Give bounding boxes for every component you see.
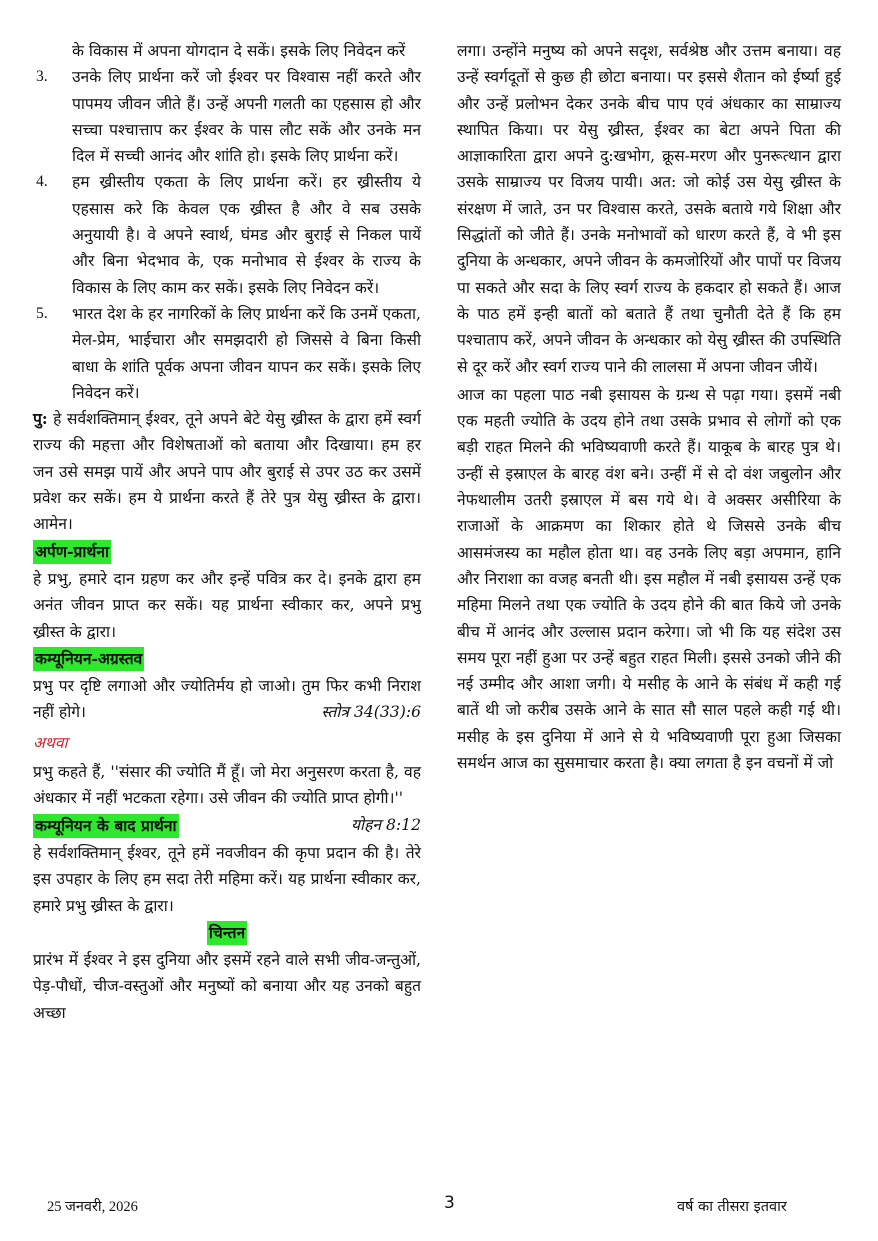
page-number: 3 (444, 1193, 455, 1213)
reflection-heading: चिन्तन (207, 921, 247, 945)
or-label: अथवा (33, 733, 68, 752)
communion-text: प्रभु पर दृष्टि लगाओ और ज्योतिर्मय हो जाओ। तुम फिर कभी निराश नहीं होगे। (33, 677, 421, 722)
item-text: भारत देश के हर नागरिकों के लिए प्रार्थना करें कि उनमें एकता, मेल-प्रेम, भाईचारा और समझदारी हो जिससे वे बिना किसी बाधा के शांति पूर्वक अपना जीवन यापन कर सकें। इसके लिए निवेदन करें। (72, 304, 421, 402)
intercession-item-4 (33, 169, 421, 300)
right-column (457, 38, 841, 776)
item-number: 4. (36, 173, 48, 191)
reflection-paragraph-2: आज का पहला पाठ नबी इसायस के ग्रन्थ से पढ़ा गया। इसमें नबी एक महती ज्योति के उदय होने तथा उसके प्रभाव से लोगों को एक बड़ी राहत मिलने की भविष्यवाणी करते हैं। याकूब के बारह पुत्र थे। उन्हीं से इस्राएल के बारह वंश बने। उन्हीं में से दो वंश जबुलोन और नेफथालीम उतरी इस्राएल में बस गये थे। वे अक्सर असीरिया के राजाओं के आक्रमण का शिकार होते थे जिससे उनके बीच आसमंजस्य का महौल होता था। वह उनके लिए बड़ा अपमान, हानि और निराशा का वजह बनती थी। इस महौल में नबी इसायस उन्हें एक महिमा मिलने तथा एक ज्योति के उदय होने की बात किये जो उनके बीच में आनंद और उल्लास प्रदान करेगा। जो भी कि यह संदेश उस समय पूरा नहीं हुआ पर उन्हें बहुत राहत मिली। इससे उनको जीने की नई उम्मीद और आशा जगी। ये मसीह के आने के संबंध में कही गई बातें थी जो करीब उसके आने के सात सौ साल पहले कही गई थी। मसीह के इस दुनिया में आने से ये भविष्यवाणी पूरा हुआ जिसका समर्थन आज का सुसमाचार करता है। क्या लगता है इन वचनों में जो (457, 385, 841, 773)
reflection-text: प्रारंभ में ईश्वर ने इस दुनिया और इसमें रहने वाले सभी जीव-जन्तुओं, पेड़-पौधों, चीज-वस्तुओं और मनुष्यों को बनाया और यह उनको बहुत अच्छा (33, 951, 421, 1022)
priest-label: पु: (33, 409, 48, 429)
communion-antiphon-heading: कम्यूनियन-अग्रस्तव (33, 647, 144, 671)
post-communion-text: हे सर्वशक्तिमान् ईश्वर, तूने हमें नवजीवन की कृपा प्रदान की है। तेरे इस उपहार के लिए हम सदा तेरी महिमा करें। यह प्रार्थना स्वीकार कर, हमारे प्रभु ख्रीस्त के द्वारा। (33, 843, 421, 915)
item-number: 5. (36, 304, 48, 322)
item-text: उनके लिए प्रार्थना करें जो ईश्वर पर विश्वास नहीं करते और पापमय जीवन जीते हैं। उन्हें अपनी गलती का एहसास हो और सच्चा पश्चात्ताप कर ईश्वर के पास लौट सकें और उनके मन दिल में सच्ची आनंद और शांति हो। इसके लिए प्रार्थना करें। (72, 68, 421, 166)
footer-title: वर्ष का तीसरा इतवार (677, 1199, 787, 1215)
reflection-paragraph-1: लगा। उन्होंने मनुष्य को अपने सदृश, सर्वश्रेष्ठ और उत्तम बनाया। वह उन्हें स्वर्गदूतों से कुछ ही छोटा बनाया। पर इससे शैतान को ईर्ष्या हुई और उन्हें प्रलोभन देकर उनके बीच पाप एवं अंधकार का साम्राज्य स्थापित किया। पर येसु ख्रीस्त, ईश्वर का बेटा अपने पिता की आज्ञाकारिता द्वारा अपने दु:खभोग, क्रूस-मरण और पुनरूत्थान द्वारा उसके साम्राज्य पर विजय पायी। अत: जो कोई उस येसु ख्रीस्त के संरक्षण में जाते, उन पर विश्वास करते, उसके बताये गये शिक्षा और सिद्धांतों को जीते हैं। उनके मनोभावों को धारण करते हैं, वे भी इस दुनिया के अन्धकार, अपने जीवन के कमजोरियों और पापों पर विजय पा सकते और सदा के लिए स्वर्ग राज्य के हकदार हो सकते हैं। आज के पाठ हमें इन्ही बातों को बताते हैं तथा चुनौती देते हैं कि हम पश्चाताप करें, अपने जीवन के अन्धकार को येसु ख्रीस्त की उपस्थिति से दूर करें और स्वर्ग राज्य पाने की लालसा में अपना जीवन जीयें। (457, 42, 841, 376)
priest-prayer (33, 406, 421, 537)
intercession-item-5 (33, 301, 421, 406)
intercession-item-3 (33, 64, 421, 169)
alternate-text: प्रभु कहते हैं, ''संसार की ज्योति मैं हूँ। जो मेरा अनुसरण करता है, वह अंधकार में नहीं भटकता रहेगा। उसे जीवन की ज्योति प्राप्त होगी।'' (33, 763, 421, 808)
communion-antiphon (33, 673, 421, 726)
intro-paragraph: के विकास में अपना योगदान दे सकें। इसके लिए निवेदन करें (72, 42, 406, 60)
priest-prayer-text: हे सर्वशक्तिमान् ईश्वर, तूने अपने बेटे येसु ख्रीस्त के द्वारा हमें स्वर्ग राज्य की महत्ता और विशेषताओं को बताया और दिखाया। हम हर जन उसे समझ पायें और अपने पाप और बुराई से उपर उठ कर उसमें प्रवेश कर सकें। हम ये प्रार्थना करते हैं तेरे पुत्र येसु ख्रीस्त के द्वारा। आमेन। (33, 410, 421, 534)
left-column (33, 38, 421, 1026)
item-number: 3. (36, 68, 48, 86)
offering-text: हे प्रभु, हमारे दान ग्रहण कर और इन्हें पवित्र कर दे। इनके द्वारा हम अनंत जीवन प्राप्त कर सकें। यह प्रार्थना स्वीकार कर, अपने प्रभु ख्रीस्त के द्वारा। (33, 569, 421, 641)
offering-heading: अर्पण-प्रार्थना (33, 540, 111, 564)
post-communion-heading: कम्यूनियन के बाद प्रार्थना (33, 814, 179, 838)
item-text: हम ख्रीस्तीय एकता के लिए प्रार्थना करें। हर ख्रीस्तीय ये एहसास करे कि केवल एक ख्रीस्त है और वे सब उसके अनुयायी है। वे अपने स्वार्थ, घंमड और बुराई से निकल पायें और बिना भेदभाव के, एक मनोभाव से ईश्वर के राज्य के विकास के लिए काम कर सकें। इसके लिए निवेदन करें। (72, 173, 421, 297)
communion-reference: स्तोत्र 34(33):6 (321, 703, 421, 722)
alternate-reference: योहन 8:12 (351, 815, 421, 834)
footer-date: 25 जनवरी, 2026 (47, 1199, 138, 1215)
